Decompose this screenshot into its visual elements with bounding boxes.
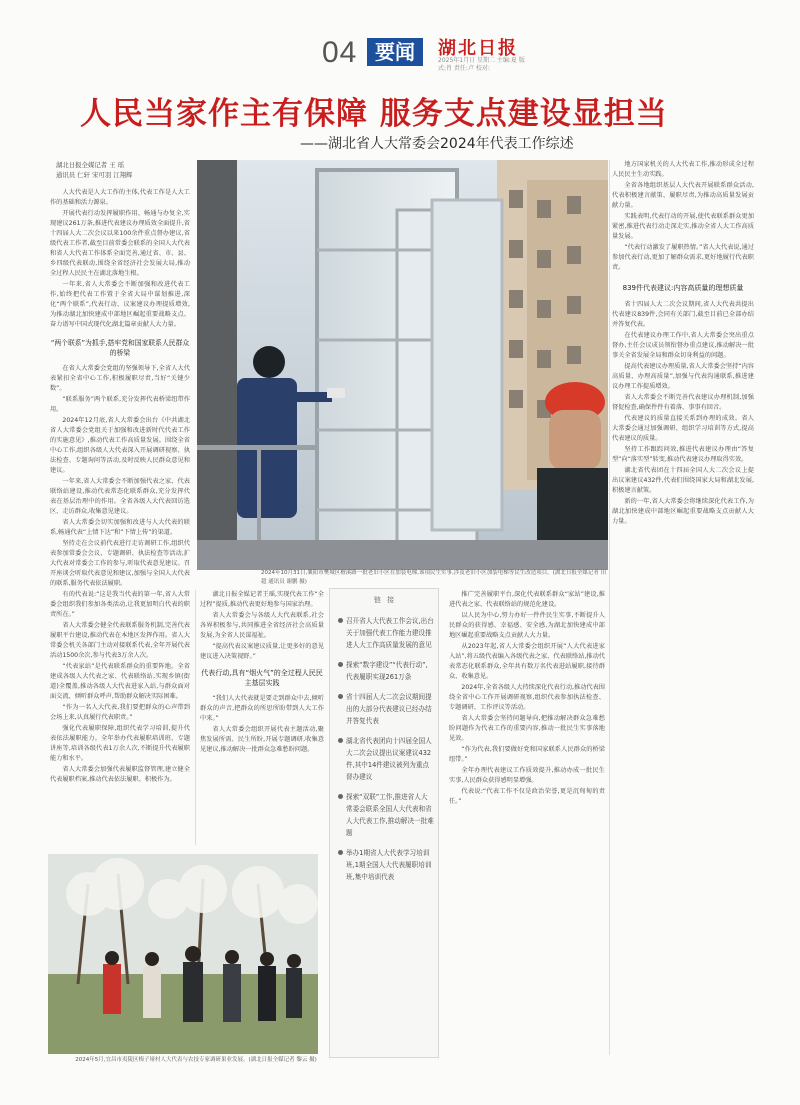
- bullet-icon: [338, 694, 343, 699]
- sidebar-title: 链 接: [373, 596, 397, 604]
- paragraph: 代表建议的质量直接关系到办理的成效。省人大常委会通过加强调研、组织学习培训等方式,提高代表建议的质量。: [612, 415, 754, 442]
- list-item-text: 探索“双联”工作,推进省人大常委会联系全国人大代表和省人大代表工作,推动解决一批难题: [346, 793, 434, 837]
- paragraph: 以人民为中心,努力办好一件件民生实事,不断提升人民群众的获得感、幸福感、安全感,为湖北加快建成中部地区崛起重要战略支点贡献人大力量。: [449, 612, 605, 639]
- paragraph: “代表家站”是代表联系群众的重要阵地。全省建成各级人大代表之家、代表联络站,实现乡镇(街道)全覆盖,推动各级人大代表进家入站,与群众面对面交流、倾听群众呼声,帮助群众解决实际困难。: [50, 663, 190, 700]
- paragraph: 湖北省代表团在十四届全国人大二次会议上提出议案建议432件,代表们围绕国家大局和湖北发展,积极建言献策。: [612, 467, 754, 494]
- paragraph: 坚持工作跟踪问效,推进代表建议办理由“答复型”向“落实型”转变,推动代表建议办理取得实效。: [612, 446, 754, 463]
- paragraph: 省人大常委会健全代表联系服务机制,完善代表履职平台建设,推动代表在本地区发挥作用。省人大常委会机关各部门主动对接联系代表,全年开展代表活动1500余次,参与代表3万余人次。: [50, 622, 190, 659]
- paragraph: 省人大常委会与各级人大代表联系,社会各界积极参与,共同推进全省经济社会高质量发展,为全省人民谋福祉。: [200, 612, 324, 639]
- byline-line: 湖北日报全媒记者 王 瑶: [56, 161, 124, 169]
- article-column-2: [50, 590, 190, 848]
- newspaper-logo: 湖北日报: [438, 38, 518, 59]
- sidebar-links-box: [329, 588, 439, 1058]
- paragraph: 全年办理代表建议工作质效提升,推动办成一批民生实事,人民群众获得感明显增强。: [449, 767, 605, 784]
- section-label: 要闻: [367, 38, 423, 66]
- byline: [50, 160, 190, 180]
- paragraph: 推广完善履职平台,深化代表联系群众“家站”建设,推进代表之家、代表联络站的规范化建设。: [449, 591, 605, 608]
- section-heading: 839件代表建议:内容高质量的理想质量: [622, 284, 744, 292]
- paragraph: 有的代表说:“这是我当代表的第一年,省人大常委会组织我们参加各类活动,让我更加明白代表的职责所在。”: [50, 591, 190, 618]
- page-meta: 2025年1月日 星期二 主编:夏 版式:肖 责任:卢 校对:: [438, 57, 525, 72]
- photo-caption: 2024年5月,宜昌市夷陵区梅子垭村人大代表与农技专家调研果业发展。(湖北日报全媒记者 黎云 摄): [75, 1057, 317, 1063]
- paragraph: 2024年,全省各级人大持续深化代表行动,推动代表围绕全省中心工作开展调研视察,组织代表参加执法检查、专题调研、工作评议等活动。: [449, 684, 605, 711]
- paragraph: 开展代表行动发挥履职作用、畅通与办复全,实现建议261万条,推进代表建议办理质效全面提升,省十四届人大二次会议以来100余件重点督办建议,省级代表工作者,截至目前常委会联系的全国人大代表和省人大代表工作体系全面完善,通过省、市、县、乡四级代表联动,围绕全省经济社会发展大局,推动全过程人民民主在湖北落地生根。: [50, 210, 190, 277]
- paragraph: 代表说:“代表工作不仅是政治荣誉,更是沉甸甸的责任。”: [449, 788, 605, 805]
- paragraph: 坚持走在会议前代表进行走访调研工作,组织代表参加常委会会议、专题调研、执法检查等活动,扩大代表对常委会工作的参与,听取代表意见建议。召开座谈会听取代表意见和建议,加强与全国人大代表的联系,服务代表依法履职。: [50, 540, 190, 587]
- list-item: [338, 791, 434, 839]
- masthead: [0, 0, 800, 78]
- paragraph: “提高代表议案建议质量,让更多好的意见建议进入决策视野。”: [200, 643, 324, 660]
- list-item: [338, 847, 434, 883]
- paragraph: 提高代表建议办理质量,省人大常委会坚持“内容高质量、办理高质量”,加强与代表沟通联系,推进建议办理工作提质增效。: [612, 363, 754, 390]
- paragraph: 强化代表履职保障,组织代表学习培训,提升代表依法履职能力。全年举办代表履职培训班、专题讲座等,培训各级代表1万余人次,不断提升代表履职能力和水平。: [50, 725, 190, 762]
- paragraph: 一年来,省人大常委会不断加强和改进代表工作,始终把代表工作置于全省大局中谋划推进,深化“两个联系”,代表行动、议案建议办理提质增效,为推动湖北加快建成中部地区崛起重要战略支点、奋力谱写中国式现代化湖北篇章贡献人大力量。: [50, 281, 190, 328]
- paragraph: 省十四届人大二次会议期间,省人大代表共提出代表建议839件,会同有关部门,截至目前已全部办结并答复代表。: [612, 301, 754, 328]
- section-heading: “两个联系”为抓手,搭牢党和国家联系人民群众的桥梁: [50, 339, 190, 357]
- paragraph: 省人大常委会加强代表履职监督管理,建立健全代表履职档案,推动代表依法履职、积极作为。: [50, 766, 190, 783]
- bullet-icon: [338, 850, 343, 855]
- list-item-text: 举办1期省人大代表学习培训班,1期全国人大代表履职培训班,集中培训代表: [346, 849, 432, 881]
- paragraph: 2024年12月底,省人大常委会出台《中共湖北省人大常委会党组关于加强和改进新时代代表工作的实施意见》,推动代表工作高质量发展。围绕全省中心工作,组织各级人大代表深入开展调研视察、执法检查、专题询问等活动,及时反映人民群众意见和建议。: [50, 417, 190, 474]
- paragraph: 新的一年,省人大常委会将继续深化代表工作,为湖北加快建成中部地区崛起重要战略支点贡献人大力量。: [612, 498, 754, 525]
- paragraph: 在省人大常委会党组的坚强领导下,全省人大代表紧扣全省中心工作,积极履职尽责,当好“关键少数”。: [50, 365, 190, 392]
- section-heading: 代表行动,具有“烟火气”的全过程人民民主基层实践: [201, 669, 323, 687]
- article-column-5: [612, 160, 754, 1055]
- paragraph: 省人大常委会不断完善代表建议办理机制,加强督促检查,确保件件有着落、事事有回音。: [612, 394, 754, 411]
- paragraph: 在代表建议办理工作中,省人大常委会突出重点督办,主任会议成员领衔督办重点建议,推动解决一批事关全省发展全局和群众切身利益的问题。: [612, 332, 754, 359]
- paragraph: 人大代表是人大工作的主体,代表工作是人大工作的基础和活力源泉。: [50, 189, 190, 206]
- paragraph: 一年来,省人大常委会不断加强代表之家、代表联络站建设,推动代表常态化联系群众,充分发挥代表在基层治理中的作用。全省各级人大代表回访选区、走访群众,收集意见建议。: [50, 478, 190, 515]
- list-item: [338, 691, 434, 727]
- photo-elevator-installation: [197, 160, 608, 570]
- list-item: [338, 615, 434, 651]
- paragraph: “我们人大代表就是要走到群众中去,倾听群众的声音,把群众的所思所盼带到人大工作中来。”: [200, 695, 324, 722]
- paragraph: 从2023年起,省人大常委会组织开展“人大代表进家入站”,将五级代表编入各级代表之家、代表联络站,推动代表常态化联系群众,全年共有数万名代表进站履职,接待群众、收集意见。: [449, 643, 605, 680]
- page-number: 04: [322, 36, 358, 69]
- list-item: [338, 735, 434, 783]
- paragraph: “联系服务”两个联系,充分发挥代表桥梁纽带作用。: [50, 396, 190, 413]
- bullet-icon: [338, 662, 343, 667]
- paragraph: “代表行动激发了履职热情。”省人大代表说,通过参加代表行动,更加了解群众需求,更好地履行代表职责。: [612, 244, 754, 271]
- list-item-text: 省十四届人大二次会议期间提出的大部分代表建议已经办结并答复代表: [346, 693, 432, 725]
- article-column-4: [449, 590, 605, 1055]
- paragraph: 湖北日报全媒记者王瑶,实现代表工作“全过程”提质,推动代表更好地参与国家治理。: [200, 591, 324, 608]
- paragraph: 省人大常委会坚持问题导向,把推动解决群众急难愁盼问题作为代表工作的重要内容,推动一批民生实事落地见效。: [449, 715, 605, 742]
- list-item: [338, 659, 434, 683]
- paragraph: “作为代表,我们要做好党和国家联系人民群众的桥梁纽带。”: [449, 746, 605, 763]
- bullet-icon: [338, 794, 343, 799]
- byline-line: 通讯员 仁轩 宋可羽 江翔辉: [56, 171, 133, 179]
- column-divider: [195, 590, 196, 845]
- sidebar-list: [338, 615, 434, 891]
- list-item-text: 湖北省代表团向十四届全国人大二次会议提出议案建议432件,其中14件建议被列为重点督办建议: [346, 737, 432, 781]
- column-divider: [609, 160, 610, 1055]
- bullet-icon: [338, 618, 343, 623]
- photo-caption: 2024年10月31日,襄阳市樊城区檀溪路一批老旧小区在加装电梯,该项民生实事,涉及老旧小区加装电梯等民生改造项目。(湖北日报全媒记者 田超 通讯员 谢鹏 摄): [261, 570, 607, 585]
- paragraph: 省人大常委会切实加强和改进与人大代表的联系,畅通代表“上情下达”和“下情上传”的渠道。: [50, 519, 190, 536]
- list-item-text: 召开省人大代表工作会议,出台关于加强代表工作能力建设推进人大工作高质量发展的意见: [346, 617, 434, 649]
- elevator-photo-illustration: [197, 160, 608, 570]
- paragraph: 实践表明,代表行动的开展,使代表联系群众更加紧密,推进代表行动走深走实,推动全省人大工作高质量发展。: [612, 213, 754, 240]
- headline: 人民当家作主有保障 服务支点建设显担当: [80, 96, 668, 132]
- photo-orchard-visit: [48, 854, 318, 1054]
- orchard-photo-illustration: [48, 854, 318, 1054]
- paragraph: “作为一名人大代表,我们要把群众的心声带到会场上来,认真履行代表职责。”: [50, 704, 190, 721]
- list-item-text: 探索“数字建设”“代表行动”,代表履职实现261万条: [346, 661, 428, 681]
- paragraph: 全省各地组织基层人大代表开展联系群众活动,代表积极建言献策、履职尽责,为推动高质量发展贡献力量。: [612, 182, 754, 209]
- subheadline: ——湖北省人大常委会2024年代表工作综述: [300, 136, 574, 152]
- bullet-icon: [338, 738, 343, 743]
- paragraph: 省人大常委会组织开展代表主题活动,聚焦发展所需、民生所盼,开展专题调研,收集意见建议,推动解决一批群众急难愁盼问题。: [200, 726, 324, 753]
- paragraph: 地方国家机关的人大代表工作,推动形成全过程人民民主生动实践。: [612, 161, 754, 178]
